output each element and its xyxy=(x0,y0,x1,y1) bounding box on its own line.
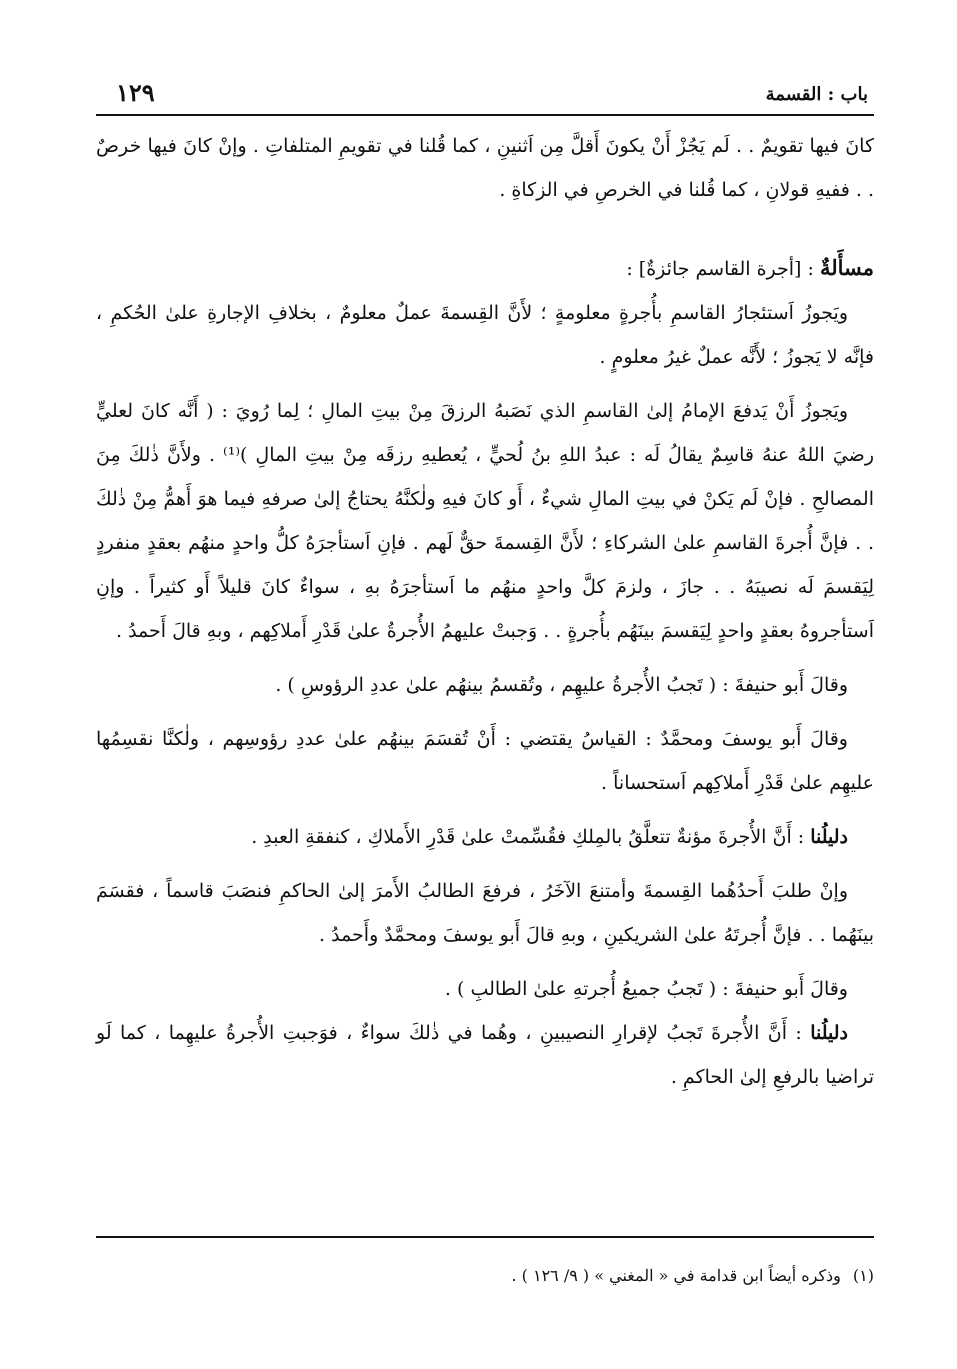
footnote-rule xyxy=(96,1236,874,1238)
paragraph-abu-hanifa-requester: وقالَ أَبو حنيفةَ : ( تَجبُ جميعُ أُجرتهِ علىٰ الطالبِ ) . xyxy=(444,978,848,1000)
evidence-label: دليلُنا xyxy=(810,1022,848,1044)
page-number: ١٢٩ xyxy=(116,78,155,107)
footnote xyxy=(96,1262,874,1290)
evidence-text: : أَنَّ الأُجرةَ مؤنةٌ تتعلَّقُ بالمِلكِ فقُسِّمتْ علىٰ قَدْرِ الأَملاكِ ، كنفقةِ العبدِ . xyxy=(251,826,811,848)
paragraph-evidence-1 xyxy=(96,815,874,859)
header-rule xyxy=(96,114,874,116)
evidence-text: : أَنَّ الأُجرةَ تَجبُ لإقرارِ النصيبينِ ، وهُما في ذٰلكَ سواءٌ ، فوَجبتِ الأُجرةُ عليهِما ، كما لَو تراضيا بالرفعِ إلىٰ الحاكمِ . xyxy=(96,1022,874,1088)
paragraph-abu-yusuf-opinion: وقالَ أَبو يوسفَ ومحمَّدٌ : القياسُ يقتضي : أَنْ تُقسَمَ بينهُم علىٰ عددِ رؤوسِهم ، ولٰكنَّا نقسِمُها عليهِم علىٰ قَدْرِ أَملاكِهم اَستحساناً . xyxy=(96,728,874,794)
evidence-label: دليلُنا xyxy=(810,826,848,848)
paragraph-hiring-divider: ويَجوزُ اَستئجارُ القاسمِ بأُجرةٍ معلومةٍ ؛ لأَنَّ القِسمةَ عملٌ معلومٌ ، بخلافِ الإجارةِ علىٰ الحُكمِ ، فإنَّه لا يَجوزُ ؛ لأَنَّه عملٌ غيرُ معلومٍ . xyxy=(96,302,874,368)
paragraph-imam-payment: ويَجوزُ أَنْ يَدفعَ الإمامُ إلىٰ القاسمِ الذي نَصَبهُ الرزقَ مِنْ بيتِ المالِ ؛ لِما رُويَ : ( أَنَّه كانَ لعليٍّ رضيَ اللهُ عنهُ قاسِمٌ يقالُ لَه : عبدُ اللهِ بنُ لُحيٍّ ، يُعطيهِ رزقَه مِنْ بيتِ المالِ )⁽¹⁾ . ولأَنَّ ذٰلكَ مِنَ المصالحِ . فإنْ لَم يَكنْ في بيتِ المالِ شيءٌ ، أَو كانَ فيهِ ولٰكنَّهُ يحتاجُ إلىٰ صرفهِ فيما هوَ أَهمُّ مِنْ ذٰلكَ . . فإنَّ أُجرةَ القاسمِ علىٰ الشركاءِ ؛ لأَنَّ القِسمةَ حقٌّ لَهم . فإنِ اَستأجرَهُ كلُّ واحدٍ منهُم بعقدٍ منفردٍ لِيَقسمَ لَه نصيبَهُ . . جازَ ، ولزمَ كلَّ واحدٍ منهُم ما اَستأجرَهُ بهِ ، سواءٌ كانَ قليلاً أَو كثيراً . وإنِ اَستأجروهُ بعقدٍ واحدٍ لِيَقسمَ بينَهُم بأُجرةٍ . . وَجبتْ عليهمُ الأُجرةُ علىٰ قَدْرِ أَملاكِهم ، وبهِ قالَ أَحمدُ . xyxy=(96,400,874,642)
footnote-text: وذكره أيضاً ابن قدامة في « المغني » ( ٩/ ١٢٦ ) . xyxy=(511,1266,841,1285)
chapter-title: باب : القسمة xyxy=(765,84,868,105)
issue-heading xyxy=(96,246,874,291)
main-text xyxy=(96,124,874,1099)
paragraph-abu-hanifa-opinion: وقالَ أَبو حنيفةَ : ( تَجبُ الأُجرةُ عليهِم ، وتُقسمُ بينهُم علىٰ عددِ الرؤوسِ ) . xyxy=(275,674,848,696)
paragraph-evidence-2 xyxy=(96,1011,874,1099)
running-header xyxy=(108,78,868,114)
footnote-number: (١) xyxy=(852,1266,874,1285)
paragraph-continuation: كانَ فيها تقويمٌ . . لَم يَجُزْ أَنْ يكونَ أَقلَّ مِن اَثنينِ ، كما قُلنا في تقويمِ المتلفاتِ . وإنْ كانَ فيها خرصٌ . . ففيهِ قولانِ ، كما قُلنا في الخرصِ في الزكاةِ . xyxy=(96,135,874,201)
issue-label: مسأَلةٌ xyxy=(819,255,874,280)
issue-title: : [أجرة القاسم جائزةٌ] : xyxy=(626,258,820,280)
paragraph-request-division: وإنْ طلبَ أَحدُهُما القِسمةَ وأمتنعَ الآخَرُ ، فرفعَ الطالبُ الأَمرَ إلىٰ الحاكمِ فنصَبَ قاسماً ، فقسَمَ بينَهُما . . فإنَّ أُجرتَهُ علىٰ الشريكينِ ، وبهِ قالَ أَبو يوسفَ ومحمَّدٌ وأَحمدُ . xyxy=(96,880,874,946)
